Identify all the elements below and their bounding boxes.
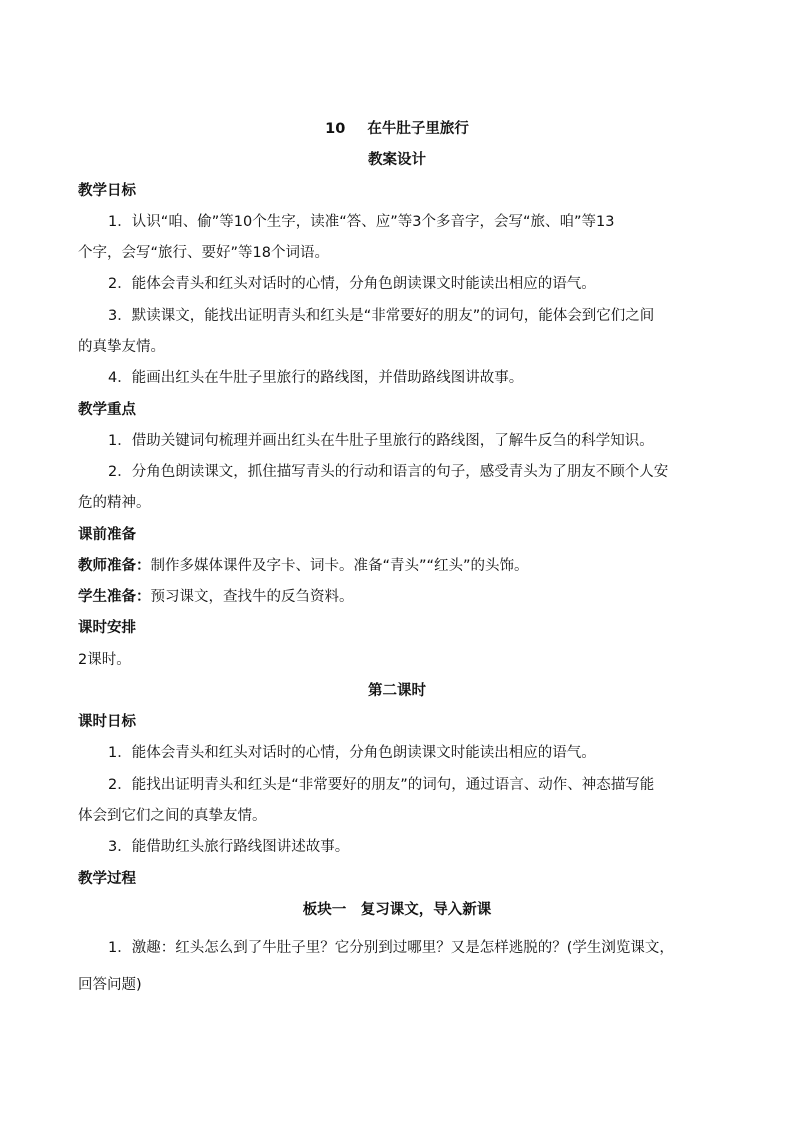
teacher-preparation-label: 教师准备： <box>78 558 151 574</box>
schedule-text: 2课时。 <box>78 652 131 668</box>
schedule-heading: 课时安排 <box>78 620 136 636</box>
lesson-objective-1: 1．能体会青头和红头对话时的心情，分角色朗读课文时能读出相应的语气。 <box>108 745 596 761</box>
second-lesson-heading: 第二课时 <box>368 683 426 699</box>
teacher-preparation <box>78 556 529 576</box>
objective-3-line-1: 3．默读课文，能找出证明青头和红头是“非常要好的朋友”的词句，能体会到它们之间 <box>108 308 655 324</box>
lesson-objectives-heading: 课时日标 <box>78 714 136 730</box>
preparation-heading: 课前准备 <box>78 527 136 543</box>
objective-1-line-1: 1．认识“咱、偷”等10个生字，读准“答、应”等3个多音字，会写“旅、咱”等13 <box>108 214 615 230</box>
lesson-title-text: 在牛肚子里旅行 <box>367 121 469 137</box>
block-1-heading: 板块一 复习课文，导入新课 <box>302 902 492 918</box>
student-preparation-label: 学生准备： <box>78 589 151 605</box>
lesson-objective-2-line-2: 体会到它们之间的真挚友情。 <box>78 808 267 824</box>
subtitle: 教案设计 <box>368 152 426 168</box>
process-item-1-line-2: 回答问题) <box>78 977 142 993</box>
objective-2: 2．能体会青头和红头对话时的心情，分角色朗读课文时能读出相应的语气。 <box>108 276 596 292</box>
objective-1-line-2: 个字，会写“旅行、要好”等18个词语。 <box>78 245 329 261</box>
key-point-1: 1．借助关键词句梳理并画出红头在牛肚子里旅行的路线图，了解牛反刍的科学知识。 <box>108 433 654 449</box>
lesson-objective-3: 3．能借助红头旅行路线图讲述故事。 <box>108 839 350 855</box>
student-preparation <box>78 587 354 607</box>
student-preparation-text: 预习课文，查找牛的反刍资料。 <box>150 589 354 605</box>
key-point-2-line-2: 危的精神。 <box>78 495 151 511</box>
lesson-title <box>0 119 794 139</box>
objective-4: 4．能画出红头在牛肚子里旅行的路线图，并借助路线图讲故事。 <box>108 370 524 386</box>
objective-3-line-2: 的真挚友情。 <box>78 339 165 355</box>
key-points-heading: 教学重点 <box>78 402 136 418</box>
lesson-number: 10 <box>325 121 346 137</box>
key-point-2-line-1: 2．分角色朗读课文，抓住描写青头的行动和语言的句子，感受青头为了朋友不顾个人安 <box>108 464 669 480</box>
process-item-1-line-1: 1．激趣：红头怎么到了牛肚子里？它分别到过哪里？又是怎样逃脱的？(学生浏览课文， <box>108 940 674 956</box>
objectives-heading: 教学日标 <box>78 183 136 199</box>
teacher-preparation-text: 制作多媒体课件及字卡、词卡。准备“青头”“红头”的头饰。 <box>150 558 529 574</box>
lesson-objective-2-line-1: 2．能找出证明青头和红头是“非常要好的朋友”的词句，通过语言、动作、神态描写能 <box>108 777 655 793</box>
process-heading: 教学过程 <box>78 871 136 887</box>
